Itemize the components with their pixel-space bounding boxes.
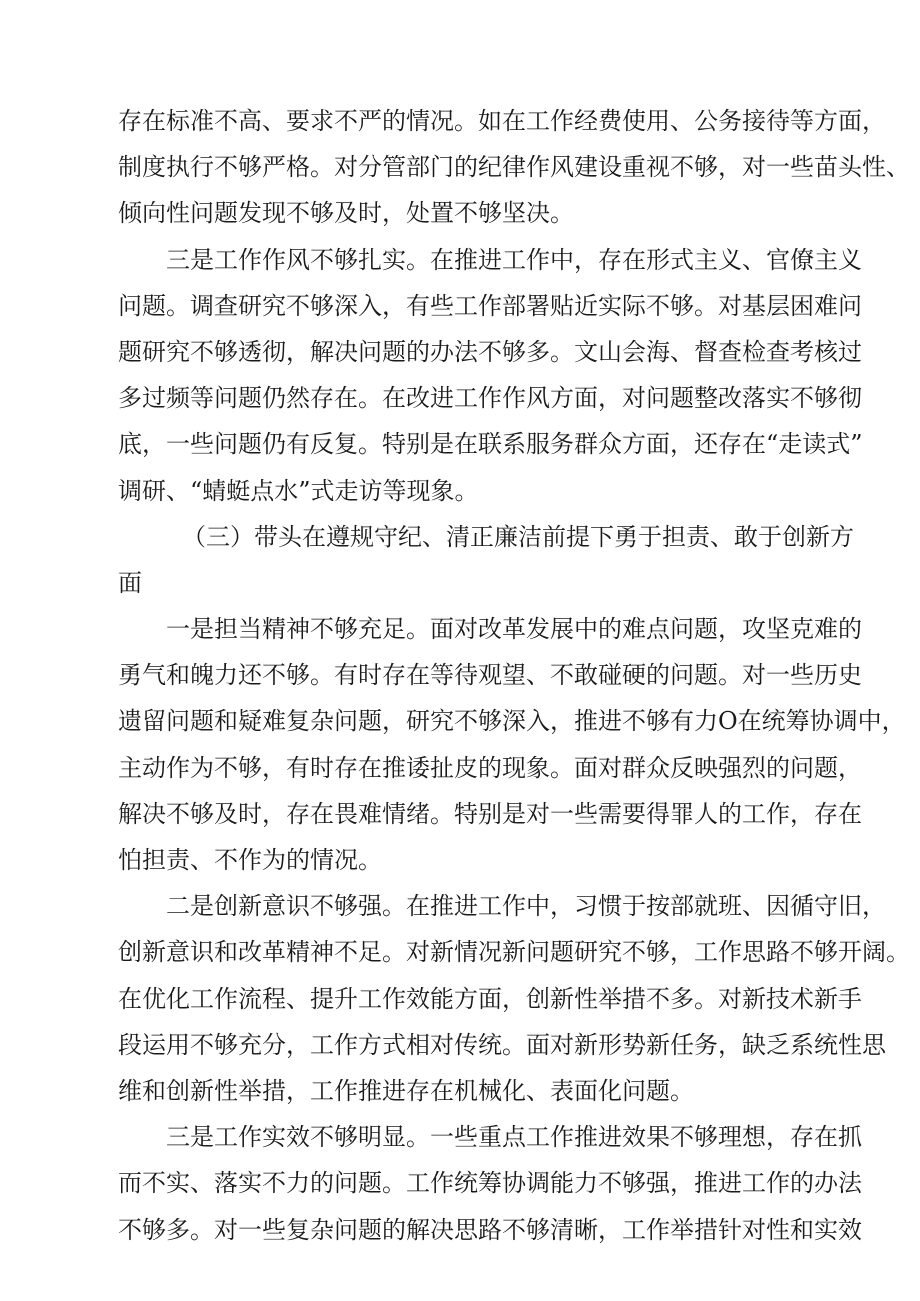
document-body — [118, 98, 910, 1253]
text-line: 段运用不够充分，工作方式相对传统。面对新形势新任务，缺乏系统性思 — [118, 1030, 886, 1059]
text-line: 解决不够及时，存在畏难情绪。特别是对一些需要得罪人的工作，存在 — [118, 799, 862, 828]
text-line: 调研、“蜻蜓点水”式走访等现象。 — [118, 476, 479, 505]
text-line: 而不实、落实不力的问题。工作统筹协调能力不够强，推进工作的办法 — [118, 1169, 862, 1198]
text-line: 主动作为不够，有时存在推诿扯皮的现象。面对群众反映强烈的问题， — [118, 753, 862, 782]
text-line: 制度执行不够严格。对分管部门的纪律作风建设重视不够，对一些苗头性、 — [118, 153, 910, 182]
text-line: 勇气和魄力还不够。有时存在等待观望、不敢碰硬的问题。对一些历史 — [118, 661, 862, 690]
text-line: 怕担责、不作为的情况。 — [118, 846, 382, 874]
text-line: 不够多。对一些复杂问题的解决思路不够清晰，工作举措针对性和实效 — [118, 1215, 862, 1244]
text-line: 创新意识和改革精神不足。对新情况新问题研究不够，工作思路不够开阔。 — [118, 938, 910, 967]
text-line: 倾向性问题发现不够及时，处置不够坚决。 — [118, 199, 574, 228]
text-line: 底，一些问题仍有反复。特别是在联系服务群众方面，还存在“走读式” — [118, 430, 863, 459]
text-line: 题研究不够透彻，解决问题的办法不够多。文山会海、督查检查考核过 — [118, 337, 862, 366]
text-line: 遗留问题和疑难复杂问题，研究不够深入，推进不够有力O在统筹协调中， — [118, 707, 906, 736]
paragraph-start-line: 一是担当精神不够充足。面对改革发展中的难点问题，攻坚克难的 — [166, 615, 862, 644]
text-line: 多过频等问题仍然存在。在改进工作作风方面，对问题整改落实不够彻 — [118, 384, 862, 413]
text-line: 维和创新性举措，工作推进存在机械化、表面化问题。 — [118, 1076, 694, 1105]
section-heading-line: （三）带头在遵规守纪、清正廉洁前提下勇于担责、敢于创新方 — [182, 522, 854, 551]
text-line: 问题。调查研究不够深入，有些工作部署贴近实际不够。对基层困难问 — [118, 291, 862, 320]
paragraph-start-line: 三是工作作风不够扎实。在推进工作中，存在形式主义、官僚主义 — [166, 245, 862, 274]
text-line: 存在标准不高、要求不严的情况。如在工作经费使用、公务接待等方面， — [118, 107, 886, 135]
text-line: 在优化工作流程、提升工作效能方面，创新性举措不多。对新技术新手 — [118, 984, 862, 1013]
section-heading-line: 面 — [118, 568, 142, 597]
paragraph-start-line: 二是创新意识不够强。在推进工作中，习惯于按部就班、因循守旧， — [166, 892, 886, 921]
paragraph-start-line: 三是工作实效不够明显。一些重点工作推进效果不够理想，存在抓 — [166, 1123, 862, 1152]
